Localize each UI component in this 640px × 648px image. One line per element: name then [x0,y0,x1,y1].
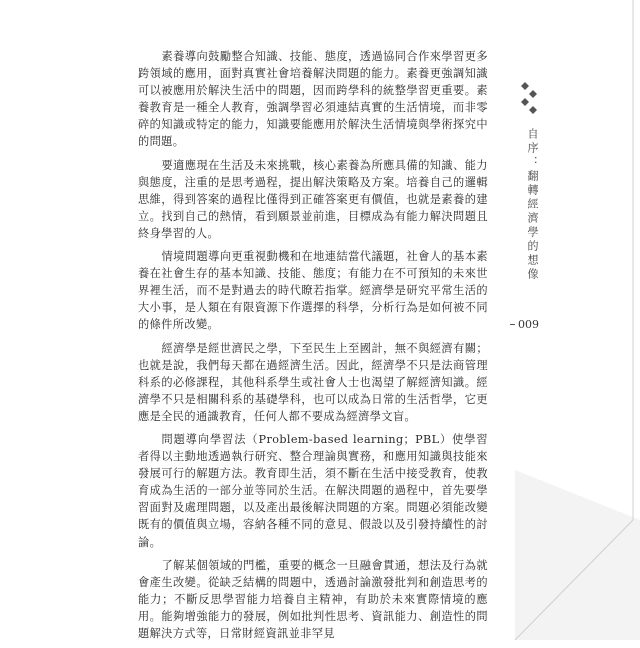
paragraph-4: 經濟學是經世濟民之學，下至民生上至國計，無不與經濟有關；也就是說，我們每天都在過經濟生活。因此，經濟學不只是法商管理科系的必修課程，其他科系學生或社會人士也渴望了解經濟知識。經濟學不只是相關科系的基礎學科，也可以成為日常的生活哲學，它更應是全民的通識教育，任何人都不要成為經濟學文盲。 [138,341,488,423]
paragraph-2: 要適應現在生活及未來挑戰，核心素養為所應具備的知識、能力與態度，注重的是思考過程，提出解決策略及方案。培養自己的邏輯思維，得到答案的過程比僅得到正確答案更有價值，也就是素養的建立。找到自己的熱情，看到願景並前進，目標成為有能力解決問題且終身學習的人。 [138,158,488,240]
decorative-ornament-icon [519,80,543,120]
paragraph-3: 情境問題導向更重視動機和在地連結當代議題，社會人的基本素養在社會生存的基本知識、技能、態度；有能力在不可預知的未來世界裡生活，而不是對過去的時代瞭若指掌。經濟學是研究平常生活的大小事，是人類在有限資源下作選擇的科學，分析行為是如何被不同的條件所改變。 [138,250,488,332]
paragraph-5: 問題導向學習法（Problem-based learning；PBL）使學習者得以主動地透過執行研究、整合理論與實務，和應用知識與技能來發展可行的解題方法。教育即生活，須不斷在生活中接受教育，使教育成為生活的一部分並等同於生活。在解決問題的過程中，首先要學習面對及處理問題，以及產出最後解決問題的方案。問題必須能改變既有的價值與立場，容納各種不同的意見、假設以及引發持續性的討論。 [138,432,488,549]
paragraph-6: 了解某個領域的門檻，重要的概念一旦融會貫通，想法及行為就會產生改變。從缺乏結構的問題中，透過討論激發批判和創造思考的能力；不斷反思學習能力培養自主精神，有助於未來實際情境的應用。能夠增強能力的發展，例如批判性思考、資訊能力、創造性的問題解決方式等，日常財經資訊並非罕見 [138,558,488,640]
chapter-title: 自序：翻轉經濟學的想像 [526,128,539,282]
paragraph-1: 素養導向鼓勵整合知識、技能、態度，透過協同合作來學習更多跨領域的應用，面對真實社會培養解決問題的能力。素養更強調知識可以被應用於解決生活中的問題，因而跨學科的統整學習更重要。素養教育是一種全人教育，強調學習必須連結真實的生活情境，而非零碎的知識或特定的能力，知識要能應用於解決生活情境與學術探究中的問題。 [138,50,488,149]
page-number: 009 [518,318,539,331]
page-edge-shadow [495,0,640,640]
body-text [138,48,488,648]
